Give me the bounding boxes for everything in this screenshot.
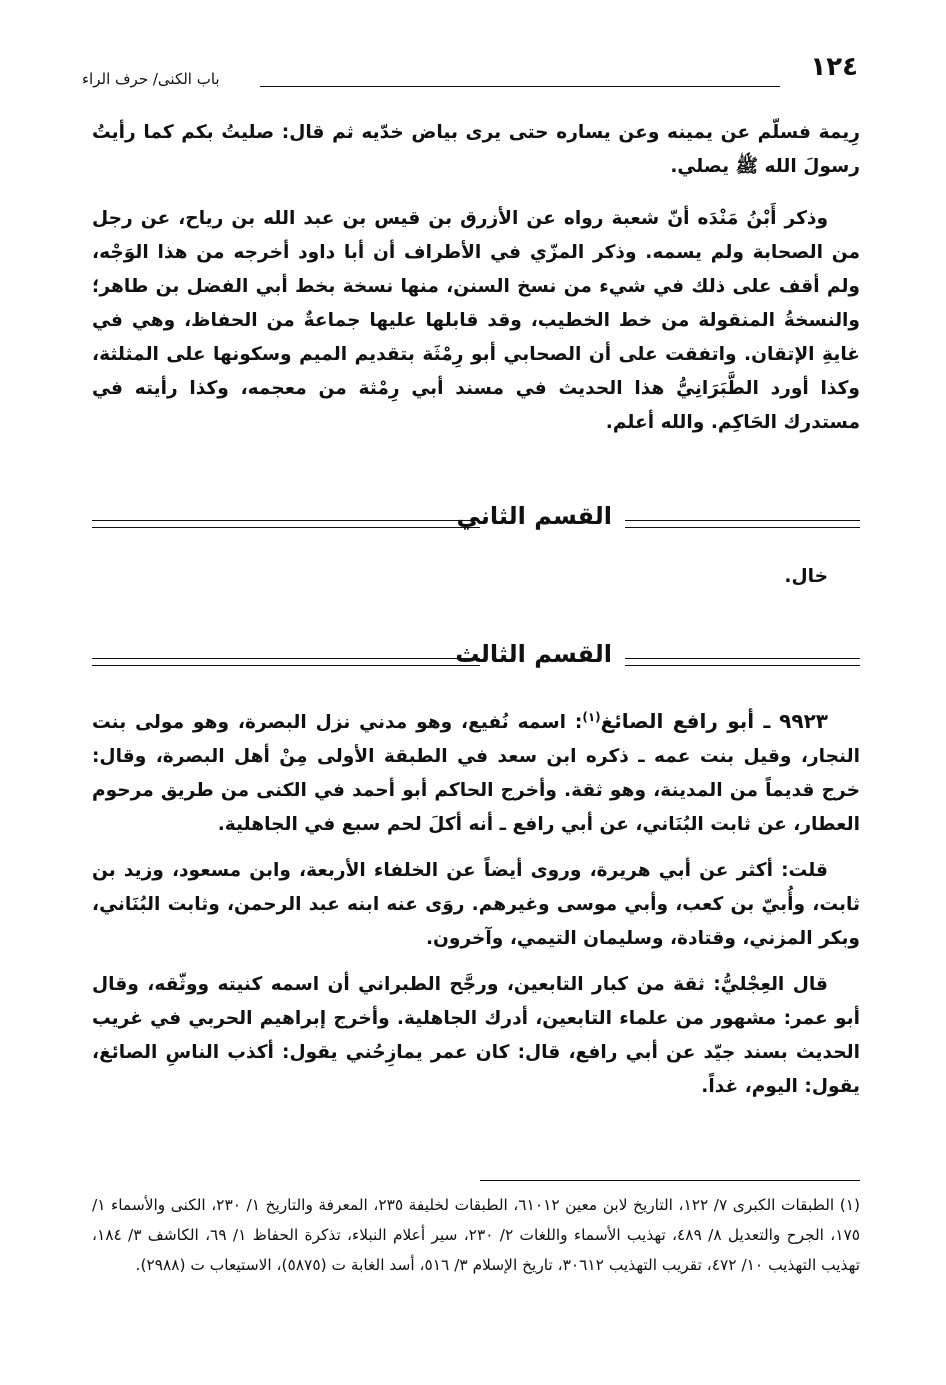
footnote-rule xyxy=(480,1180,860,1181)
section-2-text: خال. xyxy=(784,566,828,587)
footnotes xyxy=(92,1190,860,1280)
entry-name: ـ أبو رافع الصائغ xyxy=(600,709,771,734)
running-title: باب الكنى/ حرف الراء xyxy=(82,70,220,88)
entry-number: ٩٩٢٣ xyxy=(779,709,828,734)
section-heading-2 xyxy=(92,502,860,542)
intro-paragraph-1: رِيمة فسلّم عن يمينه وعن يساره حتى يرى بياض خدّيه ثم قال: صليتُ بكم كما رأيتُ رسولَ الله ﷺ يصلي. xyxy=(92,122,860,177)
entry-paragraph-1-text: : اسمه نُفيع، وهو مدني نزل البصرة، وهو مولى بنت النجار، وقيل بنت عمه ـ ذكره ابن سعد في الطبقة الأولى مِنْ أهل البصرة، وقال: خرج قديماً من المدينة، وهو ثقة. وأخرج الحاكم أبو أحمد في الكنى من طريق مرحوم العطار، عن ثابت البُنَاني، عن أبي رافع ـ أنه أكلَ لحم سبع في الجاهلية. xyxy=(92,712,860,836)
page-number: ١٢٤ xyxy=(810,52,858,82)
heading-rule-right xyxy=(625,658,860,666)
intro-paragraph-2: وذكر أَبْنُ مَنْدَه أنّ شعبة رواه عن الأزرق بن قيس بن عبد الله بن رياح، عن رجل من الصحابة ولم يسمه. وذكر المزّي في الأطراف أن أبا داود أخرجه من هذا الوَجْه، ولم أقف على ذلك في شيء من نسخ السنن، منها نسخة بخط أبي الفضل بن طاهر؛ والنسخةُ المنقولة من خط الخطيب، وقد قابلها عليها جماعةٌ من الحفاظ، وهي في غايةِ الإتقان. واتفقت على أن الصحابي أبو رِمْثَة بتقديم الميم وسكونها على المثلثة، وكذا أورد الطَّبَرَانِيُّ هذا الحديث في مسند أبي رِمْثة من معجمه، وكذا رأيته في مستدرك الحَاكِم. والله أعلم. xyxy=(92,208,860,433)
entry-paragraph-1 xyxy=(92,700,860,842)
section-title-3: القسم الثالث xyxy=(455,640,612,668)
section-title-2: القسم الثاني xyxy=(456,502,612,530)
header-rule xyxy=(260,86,780,87)
entry-block xyxy=(92,700,860,1104)
footnote-marker: (١) xyxy=(582,710,601,724)
entry-paragraph-3: قال العِجْليُّ: ثقة من كبار التابعين، ورجَّح الطبراني أن اسمه كنيته ووثّقه، وقال أبو عمر: مشهور من علماء التابعين، أدرك الجاهلية. وأخرج إبراهيم الحربي في غريب الحديث بسند جيّد عن أبي رافع، قال: كان عمر يمازِحُني يقول: أكذب الناسِ الصائغ، يقول: اليوم، غداً. xyxy=(92,974,860,1098)
heading-rule-left xyxy=(92,520,480,528)
heading-rule-right xyxy=(625,520,860,528)
section-heading-3 xyxy=(92,640,860,680)
intro-block xyxy=(92,116,860,440)
footnote-1: (١) الطبقات الكبرى ٧/ ١٢٢، التاريخ لابن معين ٦١٠١٢، الطبقات لخليفة ٢٣٥، المعرفة والتاريخ ١/ ٢٣٠، الكنى والأسماء ١/ ١٧٥، الجرح والتعديل ٨/ ٤٨٩، تهذيب الأسماء واللغات ٢/ ٢٣٠، سير أعلام النبلاء، تذكرة الحفاظ ١/ ٦٩، الكاشف ٣/ ١٨٤، تهذيب التهذيب ١٠/ ٤٧٢، تقريب التهذيب ٣٠٦١٢، تاريخ الإسلام ٣/ ٥١٦، أسد الغابة ت (٥٨٧٥)، الاستيعاب ت (٢٩٨٨). xyxy=(92,1196,861,1274)
section-2-body xyxy=(92,560,860,594)
heading-rule-left xyxy=(92,658,480,666)
page-header xyxy=(82,52,858,92)
entry-paragraph-2: قلت: أكثر عن أبي هريرة، وروى أيضاً عن الخلفاء الأربعة، وابن مسعود، وزيد بن ثابت، وأُبيّ بن كعب، وأبي موسى وغيرهم. روَى عنه ابنه عبد الرحمن، وثابت البُنَاني، وبكر المزني، وقتادة، وسليمان التيمي، وآخرون. xyxy=(92,860,860,950)
